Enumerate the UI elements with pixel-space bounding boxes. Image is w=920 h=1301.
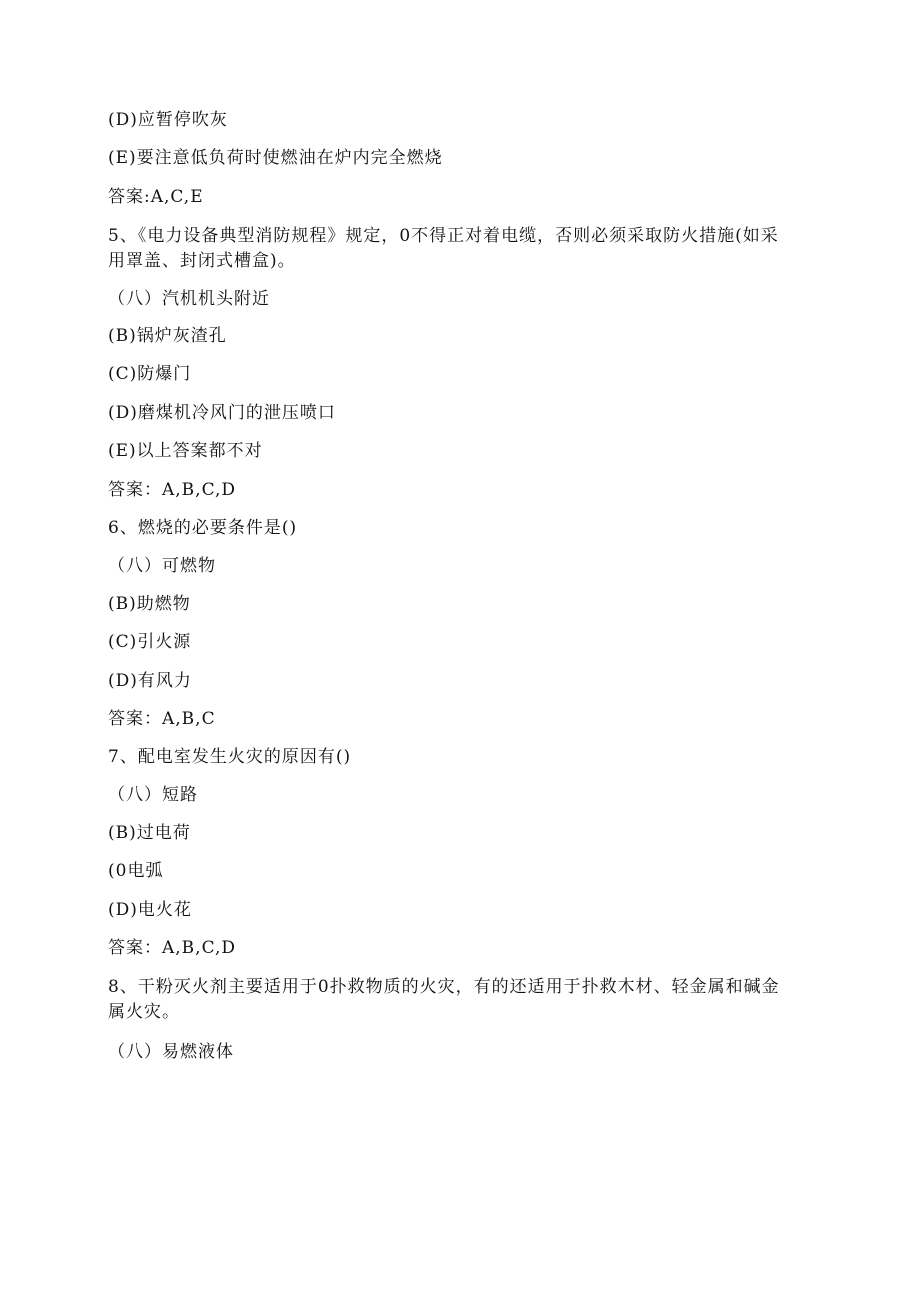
question-8-line-1: 8、干粉灭火剂主要适用于0扑救物质的火灾，有的还适用于扑救木材、轻金属和碱金 [108, 977, 780, 997]
answer-line: 答案：A,B,C,D [108, 480, 237, 500]
option-a-line: （八）汽机机头附近 [108, 289, 270, 309]
option-a-line: （八）可燃物 [108, 556, 216, 576]
option-d-line: (D)有风力 [108, 671, 192, 691]
question-6-line: 6、燃烧的必要条件是() [108, 518, 298, 538]
option-d-line: (D)电火花 [108, 900, 192, 920]
option-e-line: (E)要注意低负荷时使燃油在炉内完全燃烧 [108, 148, 443, 168]
option-b-line: (B)锅炉灰渣孔 [108, 326, 227, 346]
option-c-line: (C)引火源 [108, 632, 192, 652]
option-d-line: (D)应暂停吹灰 [108, 110, 228, 130]
question-5-line-1: 5、《电力设备典型消防规程》规定，0不得正对着电缆，否则必须采取防火措施(如采 [108, 226, 779, 246]
option-a-line: （八）易燃液体 [108, 1042, 234, 1062]
answer-line: 答案：A,B,C,D [108, 938, 237, 958]
option-a-line: （八）短路 [108, 785, 198, 805]
option-c-line: (0电弧 [108, 861, 164, 881]
question-8-line-2: 属火灾。 [108, 1002, 180, 1022]
question-7-line: 7、配电室发生火灾的原因有() [108, 747, 352, 767]
option-d-line: (D)磨煤机冷风门的泄压喷口 [108, 403, 336, 423]
option-c-line: (C)防爆门 [108, 364, 192, 384]
question-5-line-2: 用罩盖、封闭式槽盒)。 [108, 251, 296, 271]
answer-line: 答案:A,C,E [108, 187, 204, 207]
option-b-line: (B)过电荷 [108, 823, 191, 843]
answer-line: 答案：A,B,C [108, 709, 216, 729]
option-b-line: (B)助燃物 [108, 594, 191, 614]
option-e-line: (E)以上答案都不对 [108, 441, 263, 461]
